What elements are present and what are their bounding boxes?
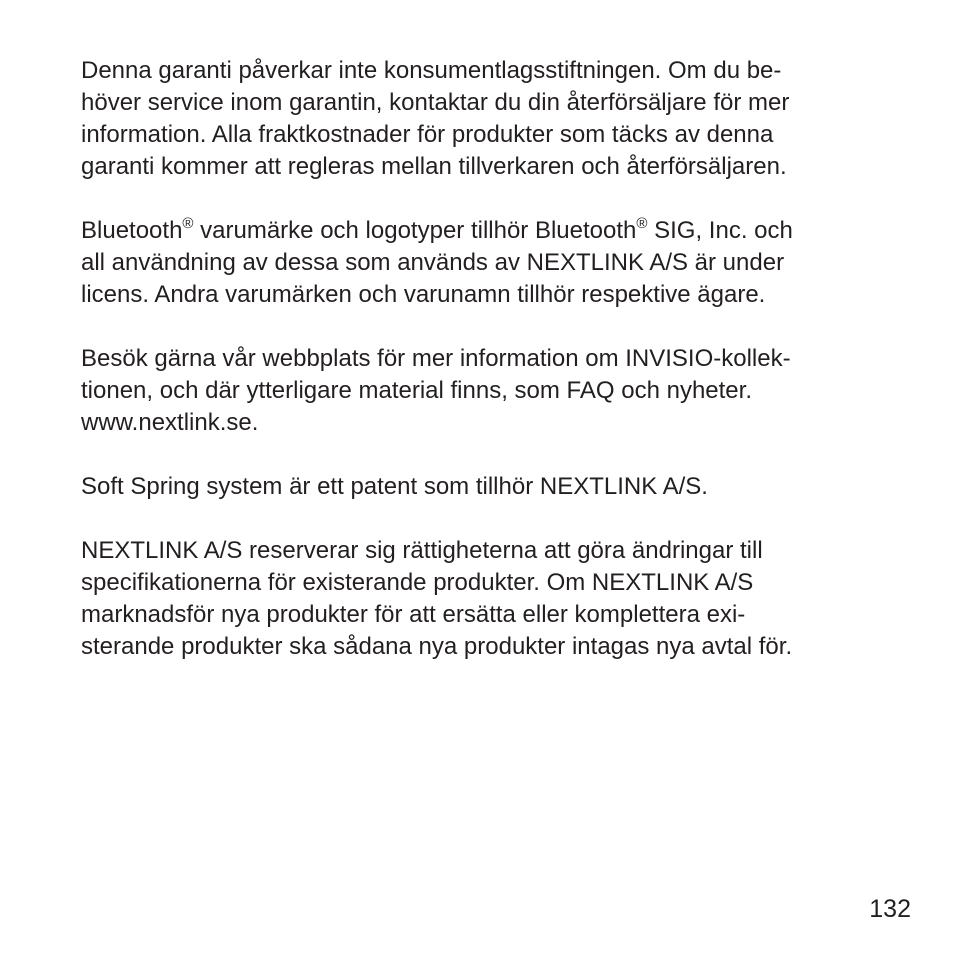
text-segment: SIG, Inc. och	[647, 217, 793, 244]
text-line: all användning av dessa som används av NEXTLINK A/S är under	[81, 249, 785, 276]
text-line: Denna garanti påverkar inte konsumentlagsstiftningen. Om du be-	[81, 57, 782, 84]
text-line: Besök gärna vår webbplats för mer information om INVISIO-kollek-	[81, 345, 791, 372]
warranty-paragraph	[81, 55, 901, 183]
website-paragraph	[81, 343, 901, 439]
text-line: NEXTLINK A/S reserverar sig rättigheterna att göra ändringar till	[81, 537, 763, 564]
page-number: 132	[869, 895, 911, 923]
text-line	[81, 215, 901, 247]
text-line: information. Alla fraktkostnader för produkter som täcks av denna	[81, 121, 774, 148]
patent-paragraph	[81, 471, 901, 503]
text-line: tionen, och där ytterligare material finns, som FAQ och nyheter.	[81, 377, 752, 404]
text-line: marknadsför nya produkter för att ersätta eller komplettera exi-	[81, 601, 746, 628]
text-line: garanti kommer att regleras mellan tillverkaren och återförsäljaren.	[81, 153, 787, 180]
text-segment: Bluetooth	[81, 217, 183, 244]
document-page	[81, 55, 901, 663]
registered-mark: ®	[182, 215, 194, 232]
text-line: Soft Spring system är ett patent som tillhör NEXTLINK A/S.	[81, 473, 708, 500]
rights-paragraph	[81, 535, 901, 663]
trademark-paragraph	[81, 215, 901, 311]
website-url: www.nextlink.se.	[81, 409, 259, 436]
text-line: sterande produkter ska sådana nya produkter intagas nya avtal för.	[81, 633, 793, 660]
text-line: licens. Andra varumärken och varunamn tillhör respektive ägare.	[81, 281, 766, 308]
text-line: höver service inom garantin, kontaktar du din återförsäljare för mer	[81, 89, 790, 116]
text-line: specifikationerna för existerande produkter. Om NEXTLINK A/S	[81, 569, 754, 596]
registered-mark: ®	[636, 215, 648, 232]
text-segment: varumärke och logotyper tillhör Bluetooth	[193, 217, 637, 244]
